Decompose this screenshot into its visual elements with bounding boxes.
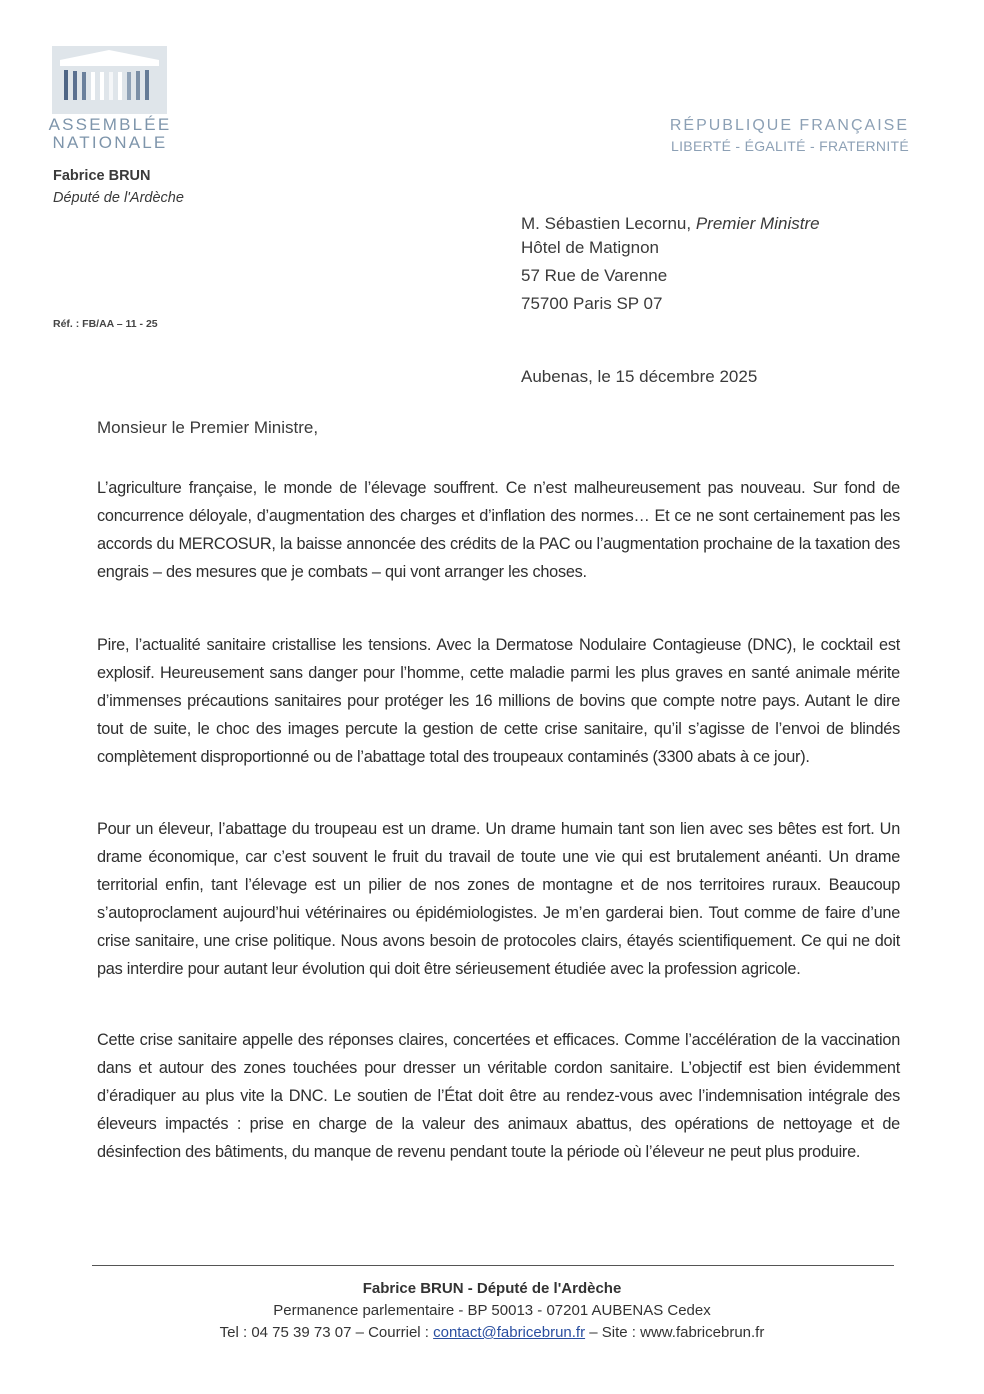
recipient-title: Premier Ministre	[695, 214, 820, 233]
footer-phone: Tel : 04 75 39 73 07 – Courriel :	[219, 1324, 434, 1341]
footer-contact	[0, 1324, 984, 1341]
salutation: Monsieur le Premier Ministre,	[97, 418, 319, 437]
footer-email-link[interactable]: contact@fabricebrun.fr	[433, 1324, 586, 1341]
institution-name	[48, 116, 172, 152]
assemblee-nationale-logo	[52, 46, 167, 114]
sender-title: Député de l'Ardèche	[53, 190, 184, 206]
body-paragraph-1: L’agriculture française, le monde de l’élevage souffrent. Ce n’est malheureusement pas nouveau. Sur fond de concurrence déloyale, d’augmentation des charges et d’inflation des normes… Et ce ne sont certainement pas les accords du MERCOSUR, la baisse annoncée des crédits de la PAC ou l’augmentation prochaine de la taxation des engrais – des mesures que je combats – qui vont arranger les choses.	[97, 479, 900, 581]
recipient-address-line-2: Hôtel de Matignon	[521, 238, 659, 257]
footer-sender: Fabrice BRUN - Député de l'Ardèche	[362, 1280, 622, 1297]
recipient-name: M. Sébastien Lecornu,	[521, 214, 696, 233]
reference-number: Réf. : FB/AA – 11 - 25	[53, 318, 158, 330]
republic-title: RÉPUBLIQUE FRANÇAISE	[669, 117, 909, 134]
assemblee-nationale-building-icon	[52, 46, 167, 114]
footer-divider	[92, 1265, 894, 1266]
body-paragraph-4: Cette crise sanitaire appelle des réponses claires, concertées et efficaces. Comme l’accélération de la vaccination dans et autour des zones touchées pour dresser un véritable cordon sanitaire. L’objectif est bien évidemment d’éradiquer au plus vite la DNC. Le soutien de l’État doit être au rendez-vous avec l’indemnisation intégrale des éleveurs impactés : prise en charge de la valeur des animaux abattus, des opérations de nettoyage et de désinfection des bâtiments, du manque de revenu pendant toute la période où l’éleveur ne peut plus produire.	[97, 1031, 900, 1161]
recipient-address-line-4: 75700 Paris SP 07	[521, 294, 663, 313]
footer-website: – Site : www.fabricebrun.fr	[585, 1324, 765, 1341]
institution-line-1: ASSEMBLÉE	[48, 115, 172, 134]
place-date: Aubenas, le 15 décembre 2025	[521, 367, 758, 386]
footer-address: Permanence parlementaire - BP 50013 - 07201 AUBENAS Cedex	[273, 1302, 711, 1319]
body-paragraph-3: Pour un éleveur, l’abattage du troupeau est un drame. Un drame humain tant son lien avec ses bêtes est fort. Un drame économique, car c’est souvent le fruit du travail de toute une vie qui est brutalement anéanti. Un drame territorial enfin, tant l’élevage est un pilier de nos zones de montagne et de nos territoires ruraux. Beaucoup s’autoproclament aujourd’hui vétérinaires ou épidémiologistes. Je m’en garderai bien. Tout comme de faire d’une crise sanitaire, une crise politique. Nous avons besoin de protocoles clairs, étayés scientifiquement. Ce qui ne doit pas interdire pour autant leur évolution qui doit être sérieusement étudiée avec la profession agricole.	[97, 820, 900, 978]
recipient-name-line	[521, 214, 820, 234]
republic-motto: LIBERTÉ - ÉGALITÉ - FRATERNITÉ	[671, 138, 909, 154]
institution-line-2: NATIONALE	[52, 133, 168, 152]
recipient-address-line-3: 57 Rue de Varenne	[521, 266, 668, 285]
body-paragraph-2: Pire, l’actualité sanitaire cristallise les tensions. Avec la Dermatose Nodulaire Contagieuse (DNC), le cocktail est explosif. Heureusement sans danger pour l’homme, cette maladie parmi les plus graves en santé animale mérite d’immenses précautions sanitaires pour protéger les 16 millions de bovins que compte notre pays. Autant le dire tout de suite, le choc des images percute la gestion de cette crise sanitaire, qu’il s’agisse de l’envoi de blindés complètement disproportionné ou de l’abattage total des troupeaux contaminés (3300 abats à ce jour).	[97, 636, 900, 766]
sender-name: Fabrice BRUN	[53, 168, 151, 184]
